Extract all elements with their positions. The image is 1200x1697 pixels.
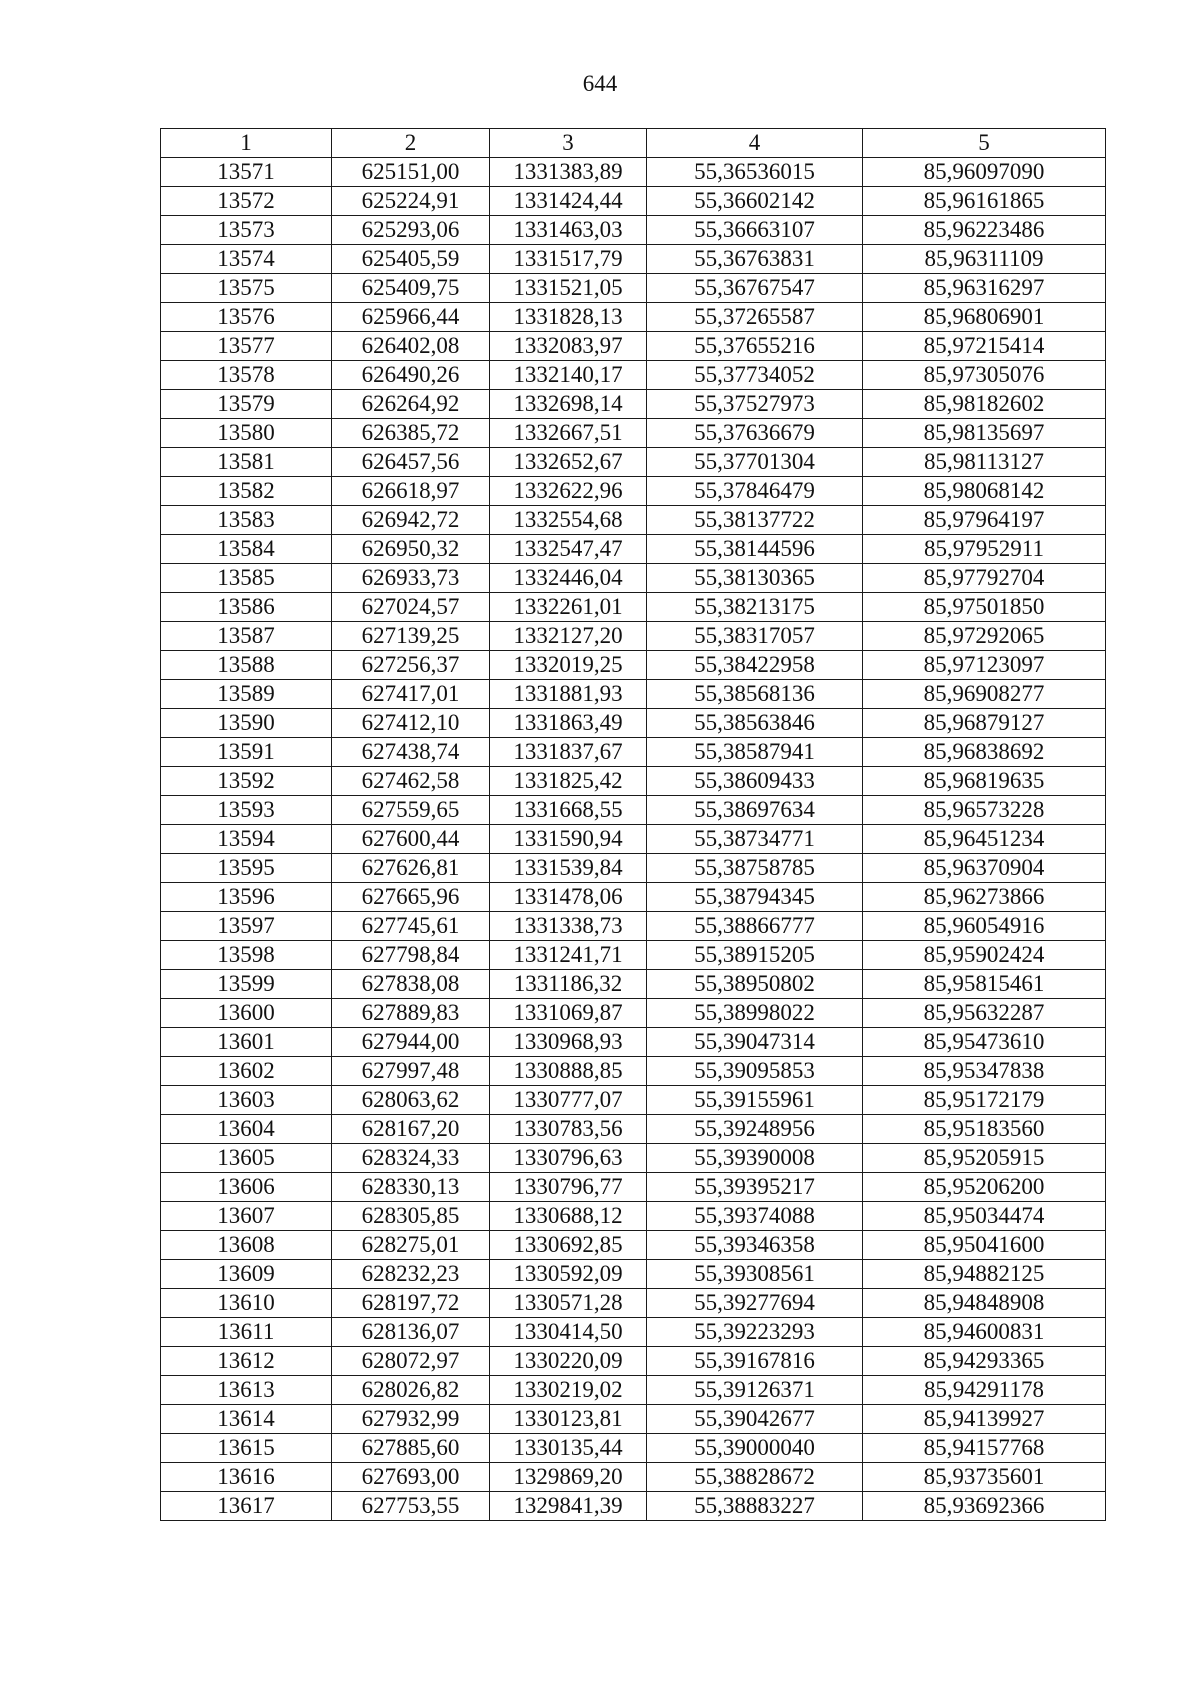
y-coordinate-cell: 1331668,55 — [490, 796, 647, 825]
x-coordinate-cell: 627838,08 — [332, 970, 490, 999]
point-number-cell: 13577 — [161, 332, 332, 361]
table-row — [161, 854, 1106, 883]
table-row — [161, 274, 1106, 303]
y-coordinate-cell: 1330135,44 — [490, 1434, 647, 1463]
x-coordinate-cell: 628330,13 — [332, 1173, 490, 1202]
y-coordinate-cell: 1330571,28 — [490, 1289, 647, 1318]
point-number-cell: 13580 — [161, 419, 332, 448]
y-coordinate-cell: 1329841,39 — [490, 1492, 647, 1521]
longitude-cell: 85,98113127 — [863, 448, 1106, 477]
longitude-cell: 85,96273866 — [863, 883, 1106, 912]
latitude-cell: 55,39223293 — [647, 1318, 863, 1347]
x-coordinate-cell: 626618,97 — [332, 477, 490, 506]
x-coordinate-cell: 627885,60 — [332, 1434, 490, 1463]
longitude-cell: 85,95041600 — [863, 1231, 1106, 1260]
longitude-cell: 85,95632287 — [863, 999, 1106, 1028]
y-coordinate-cell: 1330783,56 — [490, 1115, 647, 1144]
longitude-cell: 85,96451234 — [863, 825, 1106, 854]
longitude-cell: 85,96311109 — [863, 245, 1106, 274]
point-number-cell: 13602 — [161, 1057, 332, 1086]
y-coordinate-cell: 1331069,87 — [490, 999, 647, 1028]
x-coordinate-cell: 627438,74 — [332, 738, 490, 767]
table-row — [161, 1231, 1106, 1260]
point-number-cell: 13603 — [161, 1086, 332, 1115]
y-coordinate-cell: 1332547,47 — [490, 535, 647, 564]
x-coordinate-cell: 627932,99 — [332, 1405, 490, 1434]
latitude-cell: 55,38137722 — [647, 506, 863, 535]
y-coordinate-cell: 1331590,94 — [490, 825, 647, 854]
y-coordinate-cell: 1330688,12 — [490, 1202, 647, 1231]
longitude-cell: 85,94882125 — [863, 1260, 1106, 1289]
x-coordinate-cell: 627412,10 — [332, 709, 490, 738]
y-coordinate-cell: 1331521,05 — [490, 274, 647, 303]
longitude-cell: 85,96819635 — [863, 767, 1106, 796]
longitude-cell: 85,97792704 — [863, 564, 1106, 593]
x-coordinate-cell: 628305,85 — [332, 1202, 490, 1231]
x-coordinate-cell: 626402,08 — [332, 332, 490, 361]
latitude-cell: 55,36763831 — [647, 245, 863, 274]
y-coordinate-cell: 1331539,84 — [490, 854, 647, 883]
point-number-cell: 13617 — [161, 1492, 332, 1521]
table-row — [161, 1492, 1106, 1521]
table-row — [161, 1144, 1106, 1173]
x-coordinate-cell: 627798,84 — [332, 941, 490, 970]
column-header-1: 1 — [161, 129, 332, 158]
table-row — [161, 1376, 1106, 1405]
table-row — [161, 767, 1106, 796]
longitude-cell: 85,96223486 — [863, 216, 1106, 245]
point-number-cell: 13578 — [161, 361, 332, 390]
y-coordinate-cell: 1332019,25 — [490, 651, 647, 680]
y-coordinate-cell: 1330796,63 — [490, 1144, 647, 1173]
point-number-cell: 13607 — [161, 1202, 332, 1231]
table-row — [161, 796, 1106, 825]
x-coordinate-cell: 627889,83 — [332, 999, 490, 1028]
point-number-cell: 13613 — [161, 1376, 332, 1405]
latitude-cell: 55,37636679 — [647, 419, 863, 448]
y-coordinate-cell: 1330414,50 — [490, 1318, 647, 1347]
latitude-cell: 55,39000040 — [647, 1434, 863, 1463]
y-coordinate-cell: 1332446,04 — [490, 564, 647, 593]
page-number: 644 — [582, 71, 618, 96]
longitude-cell: 85,98068142 — [863, 477, 1106, 506]
point-number-cell: 13614 — [161, 1405, 332, 1434]
latitude-cell: 55,39346358 — [647, 1231, 863, 1260]
x-coordinate-cell: 627997,48 — [332, 1057, 490, 1086]
table-row — [161, 216, 1106, 245]
longitude-cell: 85,94293365 — [863, 1347, 1106, 1376]
point-number-cell: 13591 — [161, 738, 332, 767]
table-row — [161, 448, 1106, 477]
latitude-cell: 55,39374088 — [647, 1202, 863, 1231]
longitude-cell: 85,95473610 — [863, 1028, 1106, 1057]
x-coordinate-cell: 625409,75 — [332, 274, 490, 303]
x-coordinate-cell: 627600,44 — [332, 825, 490, 854]
latitude-cell: 55,38883227 — [647, 1492, 863, 1521]
latitude-cell: 55,39308561 — [647, 1260, 863, 1289]
point-number-cell: 13588 — [161, 651, 332, 680]
table-row — [161, 912, 1106, 941]
point-number-cell: 13604 — [161, 1115, 332, 1144]
y-coordinate-cell: 1331825,42 — [490, 767, 647, 796]
table-row — [161, 332, 1106, 361]
point-number-cell: 13599 — [161, 970, 332, 999]
table-row — [161, 1434, 1106, 1463]
y-coordinate-cell: 1331241,71 — [490, 941, 647, 970]
point-number-cell: 13609 — [161, 1260, 332, 1289]
y-coordinate-cell: 1331463,03 — [490, 216, 647, 245]
y-coordinate-cell: 1331517,79 — [490, 245, 647, 274]
x-coordinate-cell: 627024,57 — [332, 593, 490, 622]
latitude-cell: 55,38794345 — [647, 883, 863, 912]
table-row — [161, 970, 1106, 999]
point-number-cell: 13571 — [161, 158, 332, 187]
x-coordinate-cell: 627665,96 — [332, 883, 490, 912]
table-row — [161, 941, 1106, 970]
x-coordinate-cell: 625405,59 — [332, 245, 490, 274]
y-coordinate-cell: 1330692,85 — [490, 1231, 647, 1260]
latitude-cell: 55,38422958 — [647, 651, 863, 680]
x-coordinate-cell: 625151,00 — [332, 158, 490, 187]
latitude-cell: 55,39248956 — [647, 1115, 863, 1144]
table-row — [161, 593, 1106, 622]
x-coordinate-cell: 626942,72 — [332, 506, 490, 535]
table-row — [161, 1028, 1106, 1057]
point-number-cell: 13606 — [161, 1173, 332, 1202]
latitude-cell: 55,39395217 — [647, 1173, 863, 1202]
point-number-cell: 13587 — [161, 622, 332, 651]
latitude-cell: 55,36536015 — [647, 158, 863, 187]
y-coordinate-cell: 1331424,44 — [490, 187, 647, 216]
table-row — [161, 1347, 1106, 1376]
longitude-cell: 85,94139927 — [863, 1405, 1106, 1434]
table-row — [161, 680, 1106, 709]
latitude-cell: 55,38609433 — [647, 767, 863, 796]
table-row — [161, 187, 1106, 216]
x-coordinate-cell: 627139,25 — [332, 622, 490, 651]
point-number-cell: 13600 — [161, 999, 332, 1028]
table-row — [161, 1115, 1106, 1144]
longitude-cell: 85,94157768 — [863, 1434, 1106, 1463]
point-number-cell: 13573 — [161, 216, 332, 245]
point-number-cell: 13576 — [161, 303, 332, 332]
longitude-cell: 85,95815461 — [863, 970, 1106, 999]
y-coordinate-cell: 1332140,17 — [490, 361, 647, 390]
latitude-cell: 55,38866777 — [647, 912, 863, 941]
point-number-cell: 13611 — [161, 1318, 332, 1347]
latitude-cell: 55,37701304 — [647, 448, 863, 477]
table-header — [161, 129, 1106, 158]
point-number-cell: 13593 — [161, 796, 332, 825]
longitude-cell: 85,96838692 — [863, 738, 1106, 767]
x-coordinate-cell: 628063,62 — [332, 1086, 490, 1115]
table-row — [161, 535, 1106, 564]
latitude-cell: 55,39155961 — [647, 1086, 863, 1115]
y-coordinate-cell: 1332667,51 — [490, 419, 647, 448]
x-coordinate-cell: 627693,00 — [332, 1463, 490, 1492]
x-coordinate-cell: 625966,44 — [332, 303, 490, 332]
point-number-cell: 13616 — [161, 1463, 332, 1492]
table-row — [161, 361, 1106, 390]
longitude-cell: 85,97292065 — [863, 622, 1106, 651]
latitude-cell: 55,38317057 — [647, 622, 863, 651]
longitude-cell: 85,96370904 — [863, 854, 1106, 883]
table-row — [161, 738, 1106, 767]
table-row — [161, 390, 1106, 419]
y-coordinate-cell: 1331828,13 — [490, 303, 647, 332]
table-row — [161, 303, 1106, 332]
point-number-cell: 13597 — [161, 912, 332, 941]
x-coordinate-cell: 626385,72 — [332, 419, 490, 448]
point-number-cell: 13594 — [161, 825, 332, 854]
latitude-cell: 55,38998022 — [647, 999, 863, 1028]
x-coordinate-cell: 627559,65 — [332, 796, 490, 825]
x-coordinate-cell: 628072,97 — [332, 1347, 490, 1376]
longitude-cell: 85,96806901 — [863, 303, 1106, 332]
x-coordinate-cell: 626933,73 — [332, 564, 490, 593]
y-coordinate-cell: 1331881,93 — [490, 680, 647, 709]
point-number-cell: 13590 — [161, 709, 332, 738]
x-coordinate-cell: 625293,06 — [332, 216, 490, 245]
longitude-cell: 85,96573228 — [863, 796, 1106, 825]
x-coordinate-cell: 625224,91 — [332, 187, 490, 216]
latitude-cell: 55,38587941 — [647, 738, 863, 767]
table-row — [161, 419, 1106, 448]
longitude-cell: 85,96097090 — [863, 158, 1106, 187]
longitude-cell: 85,93735601 — [863, 1463, 1106, 1492]
y-coordinate-cell: 1331186,32 — [490, 970, 647, 999]
longitude-cell: 85,97215414 — [863, 332, 1106, 361]
longitude-cell: 85,98182602 — [863, 390, 1106, 419]
latitude-cell: 55,38697634 — [647, 796, 863, 825]
y-coordinate-cell: 1330796,77 — [490, 1173, 647, 1202]
y-coordinate-cell: 1331837,67 — [490, 738, 647, 767]
latitude-cell: 55,38758785 — [647, 854, 863, 883]
table-row — [161, 1086, 1106, 1115]
latitude-cell: 55,36663107 — [647, 216, 863, 245]
latitude-cell: 55,38144596 — [647, 535, 863, 564]
column-header-4: 4 — [647, 129, 863, 158]
point-number-cell: 13572 — [161, 187, 332, 216]
y-coordinate-cell: 1332622,96 — [490, 477, 647, 506]
table-row — [161, 883, 1106, 912]
x-coordinate-cell: 627745,61 — [332, 912, 490, 941]
y-coordinate-cell: 1330123,81 — [490, 1405, 647, 1434]
latitude-cell: 55,38130365 — [647, 564, 863, 593]
point-number-cell: 13615 — [161, 1434, 332, 1463]
longitude-cell: 85,95347838 — [863, 1057, 1106, 1086]
table-row — [161, 1057, 1106, 1086]
x-coordinate-cell: 627462,58 — [332, 767, 490, 796]
latitude-cell: 55,38915205 — [647, 941, 863, 970]
table-row — [161, 1289, 1106, 1318]
x-coordinate-cell: 628026,82 — [332, 1376, 490, 1405]
y-coordinate-cell: 1330220,09 — [490, 1347, 647, 1376]
table-row — [161, 477, 1106, 506]
table-row — [161, 564, 1106, 593]
table-row — [161, 1463, 1106, 1492]
table-row — [161, 158, 1106, 187]
point-number-cell: 13598 — [161, 941, 332, 970]
y-coordinate-cell: 1331338,73 — [490, 912, 647, 941]
latitude-cell: 55,39390008 — [647, 1144, 863, 1173]
longitude-cell: 85,96161865 — [863, 187, 1106, 216]
point-number-cell: 13589 — [161, 680, 332, 709]
table-row — [161, 1202, 1106, 1231]
table-row — [161, 506, 1106, 535]
x-coordinate-cell: 628136,07 — [332, 1318, 490, 1347]
longitude-cell: 85,93692366 — [863, 1492, 1106, 1521]
latitude-cell: 55,39167816 — [647, 1347, 863, 1376]
point-number-cell: 13581 — [161, 448, 332, 477]
x-coordinate-cell: 628167,20 — [332, 1115, 490, 1144]
point-number-cell: 13605 — [161, 1144, 332, 1173]
y-coordinate-cell: 1331478,06 — [490, 883, 647, 912]
longitude-cell: 85,98135697 — [863, 419, 1106, 448]
latitude-cell: 55,39277694 — [647, 1289, 863, 1318]
y-coordinate-cell: 1332554,68 — [490, 506, 647, 535]
latitude-cell: 55,37527973 — [647, 390, 863, 419]
point-number-cell: 13583 — [161, 506, 332, 535]
table-row — [161, 651, 1106, 680]
coordinates-table — [160, 128, 1106, 1521]
x-coordinate-cell: 626264,92 — [332, 390, 490, 419]
table-row — [161, 1318, 1106, 1347]
longitude-cell: 85,94600831 — [863, 1318, 1106, 1347]
latitude-cell: 55,38213175 — [647, 593, 863, 622]
latitude-cell: 55,39047314 — [647, 1028, 863, 1057]
y-coordinate-cell: 1330777,07 — [490, 1086, 647, 1115]
longitude-cell: 85,95183560 — [863, 1115, 1106, 1144]
table-row — [161, 1173, 1106, 1202]
longitude-cell: 85,95034474 — [863, 1202, 1106, 1231]
latitude-cell: 55,36767547 — [647, 274, 863, 303]
longitude-cell: 85,96316297 — [863, 274, 1106, 303]
y-coordinate-cell: 1332698,14 — [490, 390, 647, 419]
table-row — [161, 999, 1106, 1028]
header-row — [161, 129, 1106, 158]
x-coordinate-cell: 627753,55 — [332, 1492, 490, 1521]
point-number-cell: 13574 — [161, 245, 332, 274]
y-coordinate-cell: 1332127,20 — [490, 622, 647, 651]
latitude-cell: 55,38734771 — [647, 825, 863, 854]
latitude-cell: 55,39126371 — [647, 1376, 863, 1405]
table-row — [161, 245, 1106, 274]
y-coordinate-cell: 1331383,89 — [490, 158, 647, 187]
longitude-cell: 85,95206200 — [863, 1173, 1106, 1202]
point-number-cell: 13601 — [161, 1028, 332, 1057]
longitude-cell: 85,97501850 — [863, 593, 1106, 622]
x-coordinate-cell: 627417,01 — [332, 680, 490, 709]
x-coordinate-cell: 627256,37 — [332, 651, 490, 680]
longitude-cell: 85,95902424 — [863, 941, 1106, 970]
table-body — [161, 158, 1106, 1521]
point-number-cell: 13596 — [161, 883, 332, 912]
y-coordinate-cell: 1332083,97 — [490, 332, 647, 361]
x-coordinate-cell: 628324,33 — [332, 1144, 490, 1173]
longitude-cell: 85,94291178 — [863, 1376, 1106, 1405]
longitude-cell: 85,97964197 — [863, 506, 1106, 535]
table-row — [161, 1260, 1106, 1289]
point-number-cell: 13579 — [161, 390, 332, 419]
x-coordinate-cell: 626950,32 — [332, 535, 490, 564]
latitude-cell: 55,37734052 — [647, 361, 863, 390]
x-coordinate-cell: 627626,81 — [332, 854, 490, 883]
longitude-cell: 85,95172179 — [863, 1086, 1106, 1115]
latitude-cell: 55,39095853 — [647, 1057, 863, 1086]
table-row — [161, 1405, 1106, 1434]
y-coordinate-cell: 1330592,09 — [490, 1260, 647, 1289]
x-coordinate-cell: 627944,00 — [332, 1028, 490, 1057]
y-coordinate-cell: 1330968,93 — [490, 1028, 647, 1057]
latitude-cell: 55,39042677 — [647, 1405, 863, 1434]
longitude-cell: 85,96054916 — [863, 912, 1106, 941]
longitude-cell: 85,96908277 — [863, 680, 1106, 709]
table-row — [161, 825, 1106, 854]
longitude-cell: 85,96879127 — [863, 709, 1106, 738]
longitude-cell: 85,94848908 — [863, 1289, 1106, 1318]
point-number-cell: 13584 — [161, 535, 332, 564]
latitude-cell: 55,36602142 — [647, 187, 863, 216]
y-coordinate-cell: 1329869,20 — [490, 1463, 647, 1492]
latitude-cell: 55,37655216 — [647, 332, 863, 361]
x-coordinate-cell: 628275,01 — [332, 1231, 490, 1260]
y-coordinate-cell: 1330219,02 — [490, 1376, 647, 1405]
point-number-cell: 13592 — [161, 767, 332, 796]
longitude-cell: 85,97952911 — [863, 535, 1106, 564]
longitude-cell: 85,95205915 — [863, 1144, 1106, 1173]
point-number-cell: 13586 — [161, 593, 332, 622]
column-header-2: 2 — [332, 129, 490, 158]
latitude-cell: 55,38950802 — [647, 970, 863, 999]
latitude-cell: 55,37265587 — [647, 303, 863, 332]
y-coordinate-cell: 1332652,67 — [490, 448, 647, 477]
column-header-5: 5 — [863, 129, 1106, 158]
y-coordinate-cell: 1331863,49 — [490, 709, 647, 738]
point-number-cell: 13595 — [161, 854, 332, 883]
point-number-cell: 13575 — [161, 274, 332, 303]
point-number-cell: 13582 — [161, 477, 332, 506]
y-coordinate-cell: 1330888,85 — [490, 1057, 647, 1086]
point-number-cell: 13608 — [161, 1231, 332, 1260]
longitude-cell: 85,97123097 — [863, 651, 1106, 680]
latitude-cell: 55,38828672 — [647, 1463, 863, 1492]
table-row — [161, 622, 1106, 651]
table-row — [161, 709, 1106, 738]
column-header-3: 3 — [490, 129, 647, 158]
x-coordinate-cell: 626490,26 — [332, 361, 490, 390]
x-coordinate-cell: 628232,23 — [332, 1260, 490, 1289]
x-coordinate-cell: 626457,56 — [332, 448, 490, 477]
longitude-cell: 85,97305076 — [863, 361, 1106, 390]
x-coordinate-cell: 628197,72 — [332, 1289, 490, 1318]
latitude-cell: 55,37846479 — [647, 477, 863, 506]
point-number-cell: 13612 — [161, 1347, 332, 1376]
point-number-cell: 13585 — [161, 564, 332, 593]
latitude-cell: 55,38568136 — [647, 680, 863, 709]
point-number-cell: 13610 — [161, 1289, 332, 1318]
latitude-cell: 55,38563846 — [647, 709, 863, 738]
y-coordinate-cell: 1332261,01 — [490, 593, 647, 622]
